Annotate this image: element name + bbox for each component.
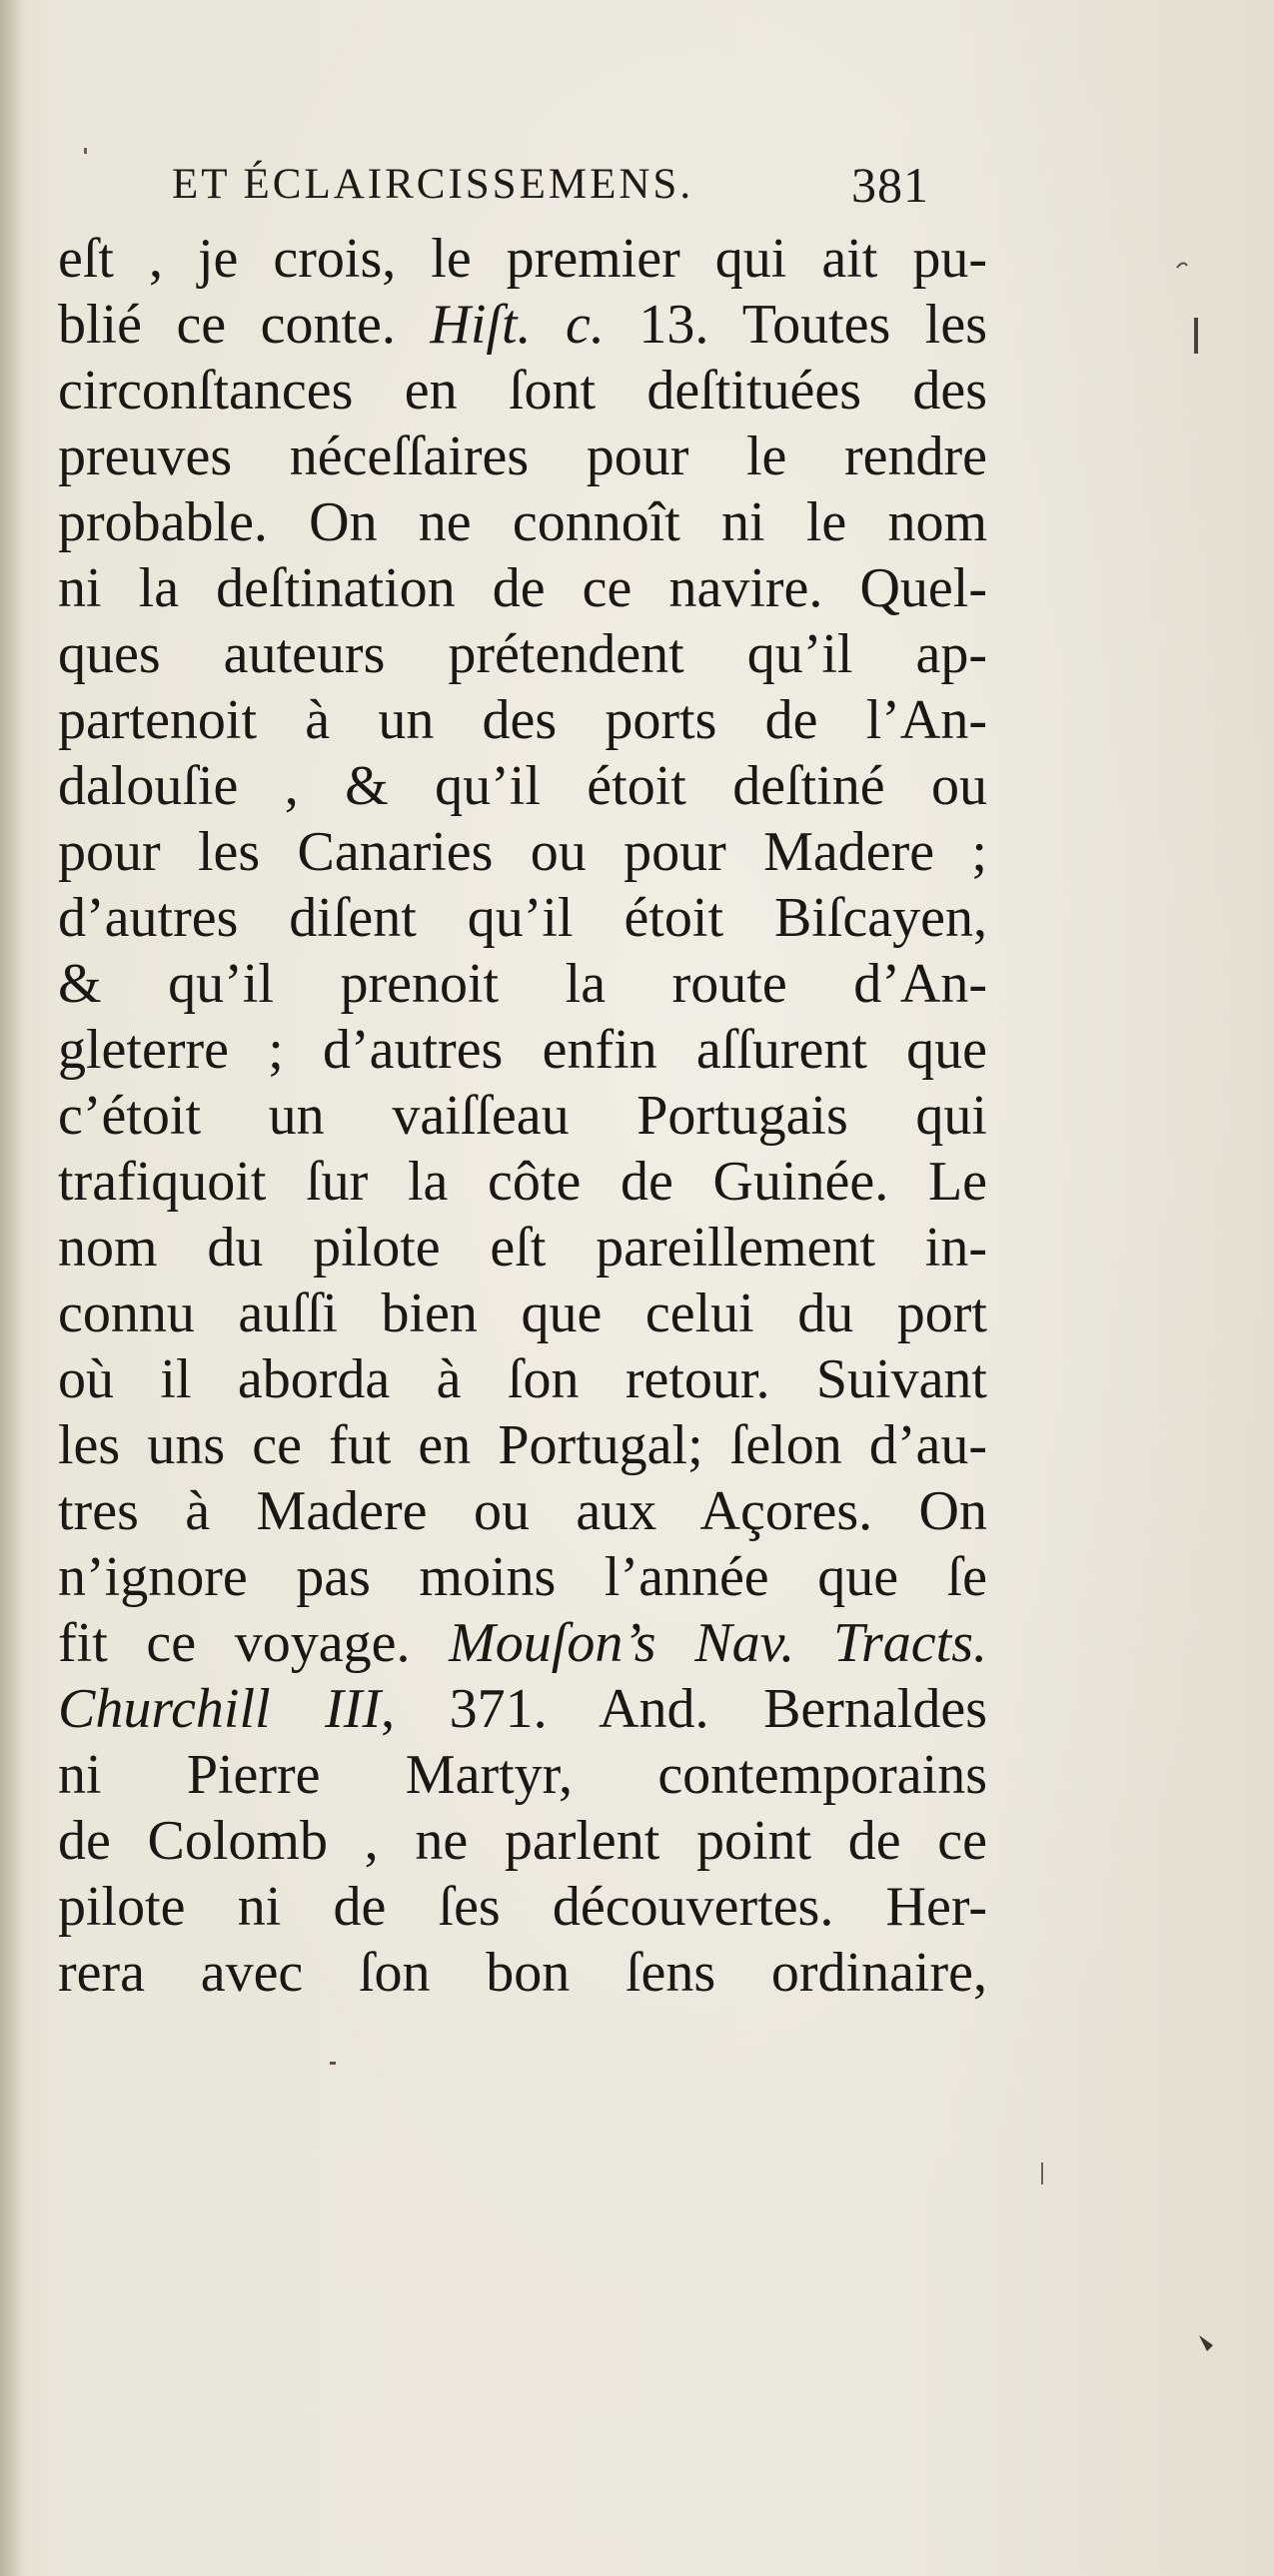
text-line: dalouſie , & qu’il étoit deſtiné ou [58, 755, 987, 817]
text-line: preuves néceſſaires pour le rendre [58, 426, 987, 487]
text-line: pilote ni de ſes découvertes. Her- [58, 1876, 987, 1938]
body-text [58, 226, 987, 2006]
text-line: nom du pilote eſt pareillement in- [58, 1217, 987, 1279]
text-line: circonſtances en ſont deſtituées des [58, 360, 987, 422]
ink-speck [1177, 263, 1187, 268]
spine-shadow [0, 0, 26, 2576]
text-line: & qu’il prenoit la route d’An- [58, 953, 987, 1015]
ink-speck [1041, 2162, 1043, 2184]
text-line: connu auſſi bien que celui du port [58, 1283, 987, 1344]
text-line: les uns ce fut en Portugal; ſelon d’au- [58, 1414, 987, 1476]
citation-italic: Churchill III [58, 1678, 382, 1740]
text-line: de Colomb , ne parlent point de ce [58, 1810, 987, 1872]
text-line: ni la deſtination de ce navire. Quel- [58, 557, 987, 619]
page-number: 381 [851, 157, 929, 213]
text-line: n’ignore pas moins l’année que ſe [58, 1546, 987, 1608]
citation-italic: Hiſt. c. [430, 294, 605, 356]
text-line: eſt , je crois, le premier qui ait pu- [58, 228, 987, 290]
text-line: probable. On ne connoît ni le nom [58, 491, 987, 553]
text-line: pour les Canaries ou pour Madere ; [58, 821, 987, 883]
text-line: tres à Madere ou aux Açores. On [58, 1480, 987, 1542]
text-line: d’autres diſent qu’il étoit Biſcayen, [58, 887, 987, 949]
text-line: c’étoit un vaiſſeau Portugais qui [58, 1085, 987, 1147]
text-line: Churchill III, 371. And. Bernaldes [58, 1678, 987, 1740]
text-line: trafiquoit ſur la côte de Guinée. Le [58, 1151, 987, 1213]
text-line: blié ce conte. Hiſt. c. 13. Toutes les [58, 294, 987, 356]
text-line: rera avec ſon bon ſens ordinaire, [58, 1942, 987, 2004]
text-line: partenoit à un des ports de l’An- [58, 689, 987, 751]
page-header [172, 150, 971, 220]
text-line: où il aborda à ſon retour. Suivant [58, 1348, 987, 1410]
ink-speck [330, 2062, 336, 2065]
ink-speck [84, 148, 87, 154]
text-line: gleterre ; d’autres enfin aſſurent que [58, 1019, 987, 1081]
text-line: ques auteurs prétendent qu’il ap- [58, 623, 987, 685]
text-line: fit ce voyage. Mouſon’s Nav. Tracts. [58, 1612, 987, 1674]
ink-speck [1194, 318, 1198, 354]
text-line: ni Pierre Martyr, contemporains [58, 1744, 987, 1806]
running-head: ET ÉCLAIRCISSEMENS. [172, 161, 694, 208]
citation-italic: Mouſon’s Nav. Tracts. [449, 1612, 987, 1674]
ink-speck [1199, 2335, 1213, 2351]
